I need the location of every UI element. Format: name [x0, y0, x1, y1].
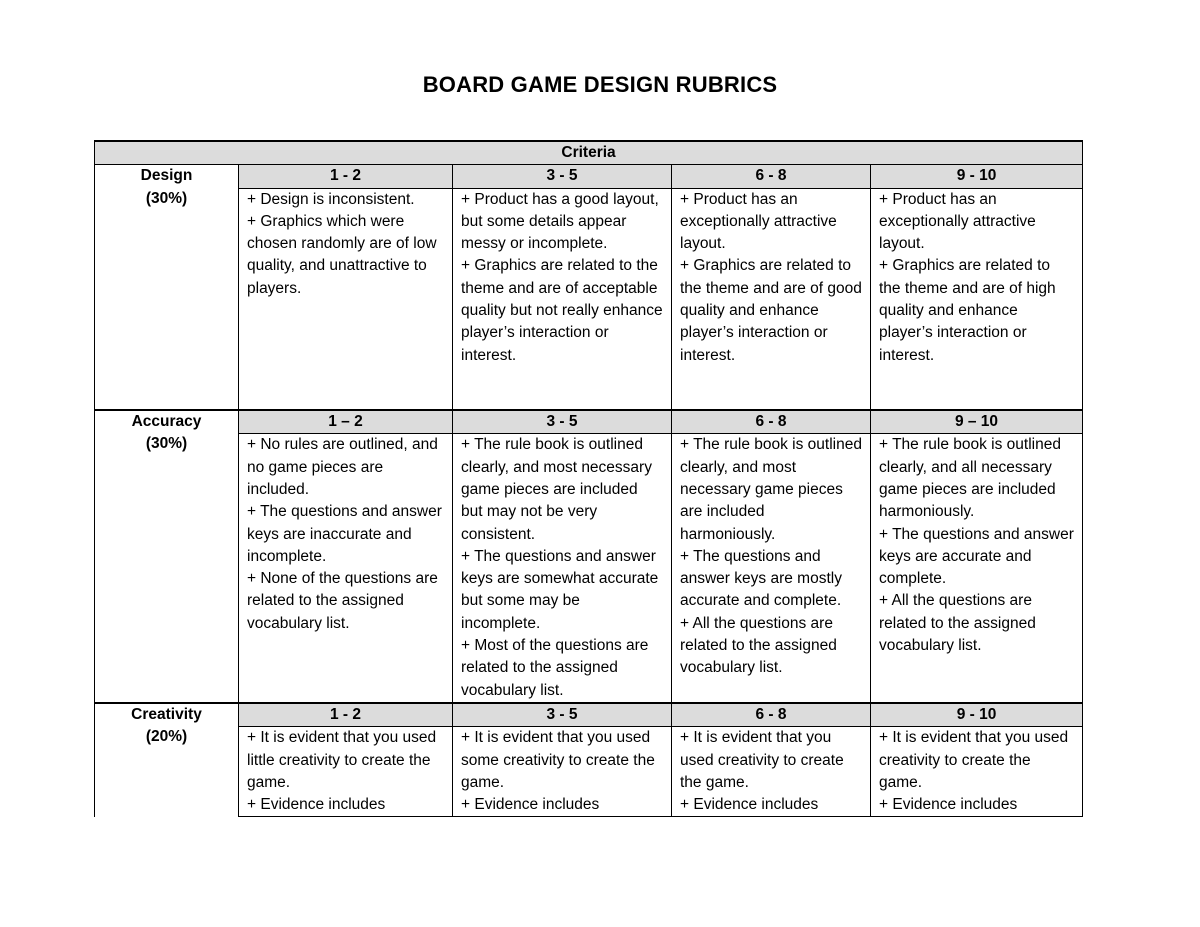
- rubric-cell: [453, 188, 672, 410]
- rubric-item: + The rule book is outlined clearly, and all necessary game pieces are included harmoniously.: [879, 436, 1061, 521]
- category-weight: (30%): [145, 189, 188, 207]
- rubric-cell: [239, 188, 453, 410]
- rubric-item: + The questions and answer keys are inaccurate and incomplete.: [247, 503, 442, 565]
- level-header: 6 - 8: [672, 410, 871, 434]
- rubric-item: + The questions and answer keys are somewhat accurate but some may be incomplete.: [461, 547, 659, 632]
- category-design: [95, 165, 239, 410]
- rubric-cell: [453, 434, 672, 703]
- page-title: BOARD GAME DESIGN RUBRICS: [422, 72, 778, 97]
- rubric-item: + The questions and answer keys are accurate and complete.: [879, 525, 1074, 588]
- level-header: 6 - 8: [672, 165, 871, 188]
- rubric-item: + It is evident that you used some creativity to create the game.: [461, 729, 655, 791]
- criteria-header: Criteria: [95, 141, 1083, 165]
- rubric-cell: [453, 727, 672, 817]
- rubric-cell: [672, 434, 871, 703]
- rubric-item: + Graphics are related to the theme and are of good quality and enhance player’s interaction or interest.: [680, 257, 862, 364]
- level-header: 6 - 8: [672, 703, 871, 727]
- rubric-cell: [871, 188, 1083, 410]
- rubric-item: + The questions and answer keys are mostly accurate and complete.: [680, 547, 842, 610]
- rubric-item: + Evidence includes: [680, 796, 819, 814]
- rubric-item: + It is evident that you used little creativity to create the game.: [247, 729, 437, 791]
- category-weight: (30%): [145, 435, 188, 453]
- level-header: 9 - 10: [871, 703, 1083, 727]
- level-header: 1 - 2: [239, 703, 453, 727]
- level-header: 3 - 5: [453, 703, 672, 727]
- rubric-item: + Graphics are related to the theme and are of acceptable quality but not really enhance player’s interaction or interest.: [461, 257, 663, 364]
- rubric-item: + It is evident that you used creativity to create the game.: [879, 729, 1069, 791]
- rubric-item: + Product has a good layout, but some details appear messy or incomplete.: [461, 190, 659, 253]
- rubric-item: + Graphics are related to the theme and are of high quality and enhance player’s interaction or interest.: [879, 257, 1056, 364]
- rubric-cell: [672, 727, 871, 817]
- rubric-item: + The rule book is outlined clearly, and most necessary game pieces are included harmoniously.: [680, 436, 862, 543]
- rubric-item: + Product has an exceptionally attractive layout.: [680, 190, 837, 253]
- category-name: Accuracy: [131, 413, 202, 431]
- rubric-item: + Evidence includes: [461, 796, 600, 814]
- category-accuracy: [95, 410, 239, 703]
- rubric-cell: [672, 188, 871, 410]
- level-header: 9 - 10: [871, 165, 1083, 188]
- rubric-item: + Evidence includes: [879, 796, 1018, 814]
- rubric-item: + Design is inconsistent.: [247, 190, 415, 208]
- rubric-item: + Most of the questions are related to the assigned vocabulary list.: [461, 637, 649, 699]
- rubric-cell: [239, 727, 453, 817]
- category-name: Design: [140, 167, 193, 185]
- rubric-item: + The rule book is outlined clearly, and most necessary game pieces are included but may not be very consistent.: [461, 436, 652, 543]
- rubric-cell: [871, 727, 1083, 817]
- level-header: 9 – 10: [871, 410, 1083, 434]
- level-header: 3 - 5: [453, 410, 672, 434]
- rubric-item: + It is evident that you used creativity to create the game.: [680, 729, 844, 791]
- rubric-cell: [871, 434, 1083, 703]
- rubric-item: + All the questions are related to the assigned vocabulary list.: [879, 592, 1036, 655]
- rubric-item: + None of the questions are related to the assigned vocabulary list.: [247, 570, 438, 632]
- rubric-item: + No rules are outlined, and no game pieces are included.: [247, 436, 438, 498]
- rubric-item: + All the questions are related to the assigned vocabulary list.: [680, 614, 837, 677]
- category-weight: (20%): [145, 728, 188, 746]
- rubric-table: [94, 140, 1083, 817]
- rubric-item: + Graphics which were chosen randomly are of low quality, and unattractive to players.: [247, 212, 437, 297]
- rubric-item: + Evidence includes: [247, 796, 386, 814]
- level-header: 1 - 2: [239, 165, 453, 188]
- category-name: Creativity: [131, 705, 202, 723]
- category-creativity: [95, 703, 239, 817]
- level-header: 1 – 2: [239, 410, 453, 434]
- rubric-cell: [239, 434, 453, 703]
- level-header: 3 - 5: [453, 165, 672, 188]
- rubric-item: + Product has an exceptionally attractive layout.: [879, 190, 1036, 253]
